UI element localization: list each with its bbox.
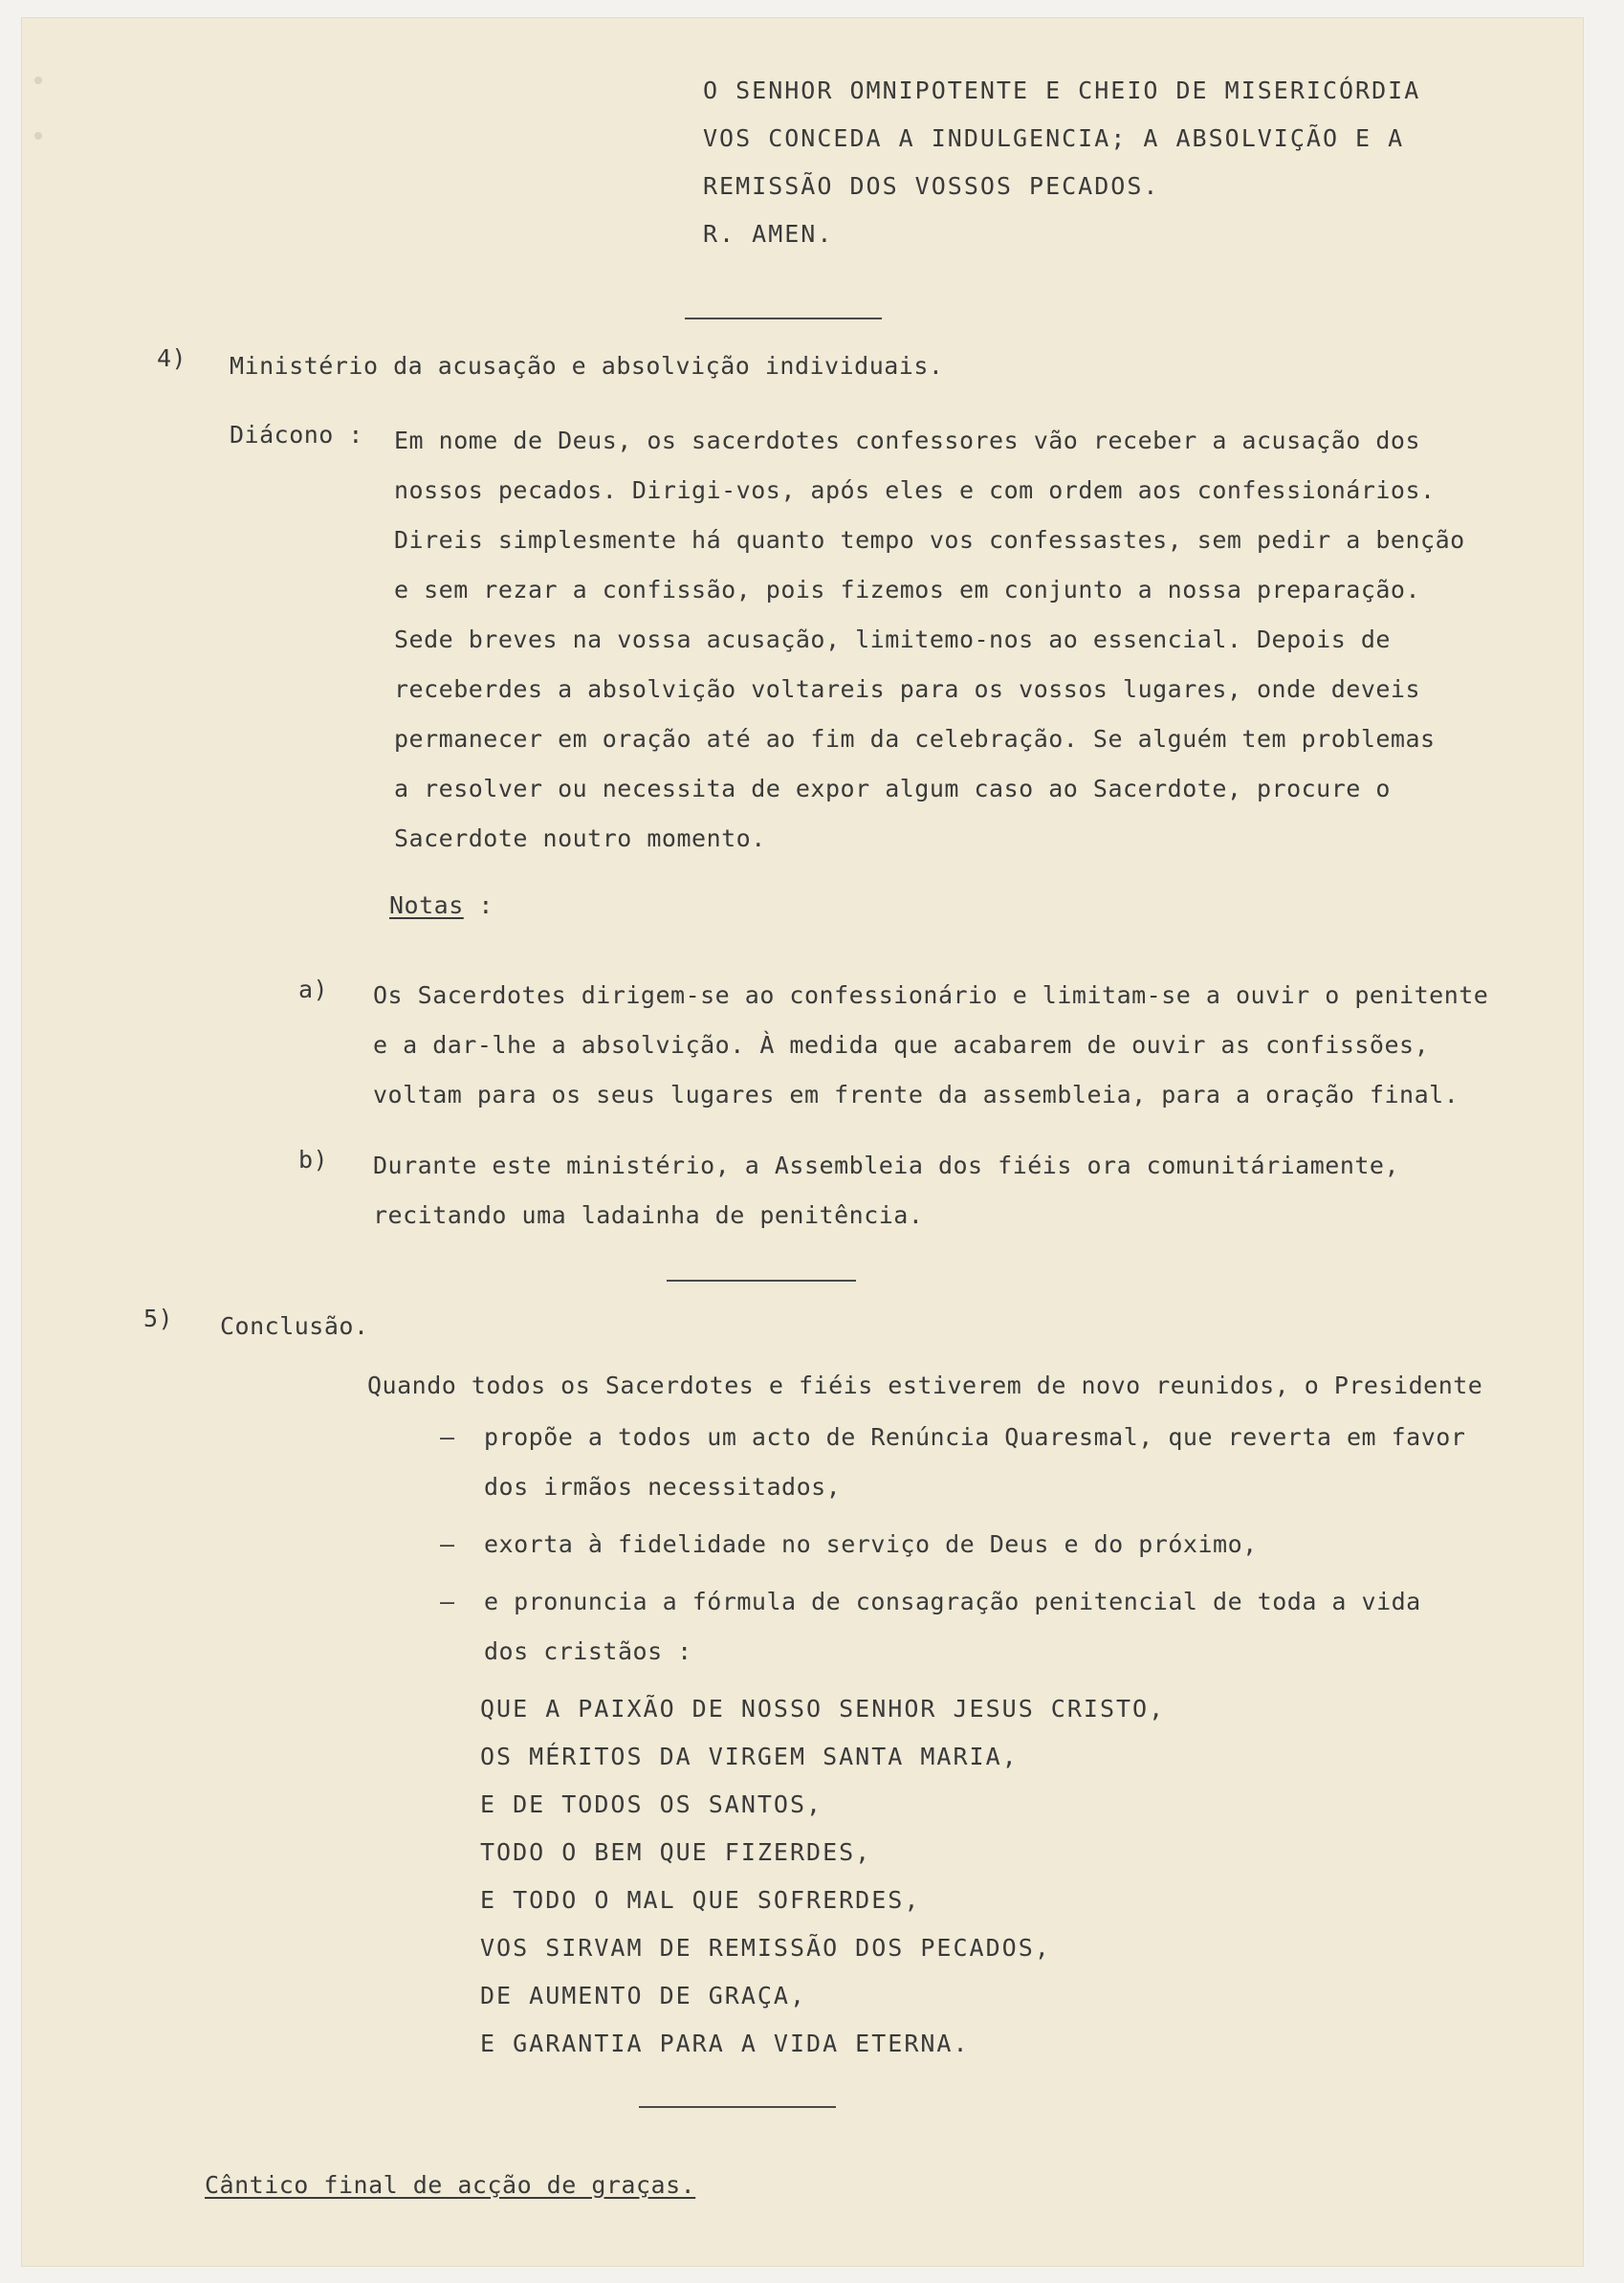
consecration-line: QUE A PAIXÃO DE NOSSO SENHOR JESUS CRISTO, [480,1695,1166,1723]
absolution-line: REMISSÃO DOS VOSSOS PECADOS. [703,172,1160,200]
paragraph-line: receberdes a absolvição voltareis para os vossos lugares, onde deveis [394,675,1421,703]
list-item-line: propõe a todos um acto de Renúncia Quaresmal, que reverta em favor [484,1423,1466,1451]
list-item-line: dos irmãos necessitados, [484,1473,842,1501]
paragraph-line: e sem rezar a confissão, pois fizemos em conjunto a nossa preparação. [394,576,1421,604]
paragraph-line: a resolver ou necessita de expor algum caso ao Sacerdote, procure o [394,775,1391,802]
list-item-line: exorta à fidelidade no serviço de Deus e do próximo, [484,1530,1258,1558]
consecration-line: OS MÉRITOS DA VIRGEM SANTA MARIA, [480,1743,1019,1770]
punch-hole-mark [34,132,42,140]
note-line: recitando uma ladainha de penitência. [373,1201,924,1229]
list-item-line: e pronuncia a fórmula de consagração penitencial de toda a vida [484,1588,1421,1615]
section-number: 4) [157,344,187,372]
intro-line: Quando todos os Sacerdotes e fiéis estiverem de novo reunidos, o Presidente [367,1372,1483,1399]
absolution-response: R. AMEN. [703,220,834,248]
paragraph-line: Em nome de Deus, os sacerdotes confessores vão receber a acusação dos [394,427,1421,454]
section-number: 5) [143,1305,174,1332]
paragraph-line: permanecer em oração até ao fim da celebração. Se alguém tem problemas [394,725,1436,753]
speaker-label: Diácono : [230,421,363,449]
paragraph-line: Direis simplesmente há quanto tempo vos confessastes, sem pedir a benção [394,526,1465,554]
consecration-line: E GARANTIA PARA A VIDA ETERNA. [480,2030,970,2057]
divider [639,2106,836,2108]
absolution-line: VOS CONCEDA A INDULGENCIA; A ABSOLVIÇÃO E A [703,124,1405,152]
consecration-line: DE AUMENTO DE GRAÇA, [480,1982,807,2009]
final-song: Cântico final de acção de graças. [205,2171,696,2199]
note-letter: a) [298,976,329,1003]
note-line: voltam para os seus lugares em frente da assembleia, para a oração final. [373,1081,1459,1109]
notes-heading [389,889,494,922]
list-item-line: dos cristãos : [484,1637,692,1665]
note-line: Durante este ministério, a Assembleia dos fiéis ora comunitáriamente, [373,1152,1400,1179]
consecration-line: E DE TODOS OS SANTOS, [480,1790,823,1818]
consecration-line: VOS SIRVAM DE REMISSÃO DOS PECADOS, [480,1934,1051,1962]
paragraph-line: Sede breves na vossa acusação, limitemo-nos ao essencial. Depois de [394,626,1391,653]
note-letter: b) [298,1146,329,1174]
paragraph-line: Sacerdote noutro momento. [394,824,766,852]
list-dash: – [440,1423,455,1451]
punch-hole-mark [34,77,42,84]
list-dash: – [440,1588,455,1615]
notes-colon: : [478,891,494,919]
divider [685,318,882,319]
document-page [21,17,1584,2267]
section-title: Conclusão. [220,1312,369,1340]
note-line: Os Sacerdotes dirigem-se ao confessionário e limitam-se a ouvir o penitente [373,981,1489,1009]
notes-label: Notas [389,891,464,919]
list-dash: – [440,1530,455,1558]
consecration-line: E TODO O MAL QUE SOFRERDES, [480,1886,921,1914]
absolution-line: O SENHOR OMNIPOTENTE E CHEIO DE MISERICÓRDIA [703,77,1421,104]
consecration-line: TODO O BEM QUE FIZERDES, [480,1838,872,1866]
divider [667,1280,856,1282]
section-title: Ministério da acusação e absolvição individuais. [230,352,944,380]
note-line: e a dar-lhe a absolvição. À medida que acabarem de ouvir as confissões, [373,1031,1430,1059]
paragraph-line: nossos pecados. Dirigi-vos, após eles e com ordem aos confessionários. [394,476,1436,504]
